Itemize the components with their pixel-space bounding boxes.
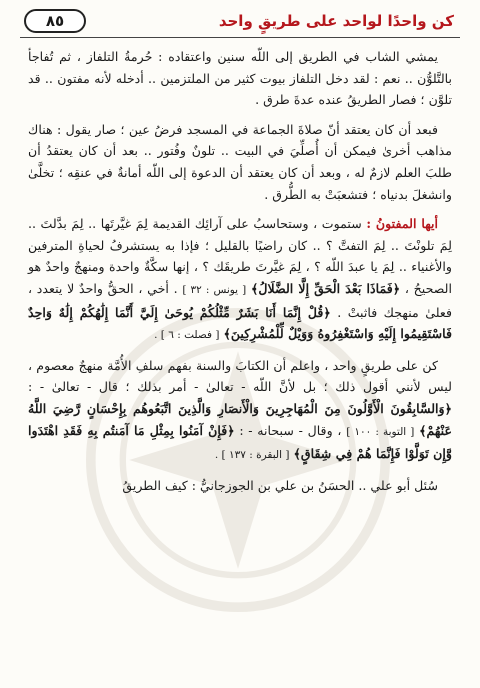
closing-text: كن على طريقٍ واحد ، واعلم أن الكتابَ والسنة بفهم سلفِ الأُمَّة منهجٌ معصوم ، ليس لأنني أقول ذلك ؛ بل لأنَّ اللّه - تعالىٰ - أمر بذلك ؛ قال - تعالىٰ - : bbox=[28, 357, 452, 395]
ref-baqarah: [ البقرة : ١٣٧ ] . bbox=[214, 449, 290, 462]
verse-baqarah: ﴿فَإِنْ آمَنُوا بِمِثْلِ مَا آمَنتُم بِهِ فَقَدِ اهْتَدَوا وَّإِن تَوَلَّوْا فَإِنَّمَا هُمْ فِي شِقَاقٍ﴾ bbox=[28, 422, 452, 462]
page-header bbox=[20, 8, 460, 36]
verse-tawbah: ﴿وَالسَّابِقُونَ الْأَوَّلُونَ مِنَ الْمُهَاجِرِينَ وَالْأَنصَارِ وَالَّذِينَ اتَّبَعُوهُم بِإِحْسَانٍ رَّضِيَ اللَّهُ عَنْهُمْ﴾ bbox=[28, 400, 452, 438]
address-label: أيها المفتونُ : bbox=[366, 216, 439, 232]
ref-tawbah: [ التوبة : ١٠٠ ] bbox=[346, 425, 415, 438]
paragraph-address bbox=[28, 213, 452, 347]
ref-yunus: [ يونس : ٣٢ ] bbox=[182, 283, 247, 296]
address-text: ستموت ، وستحاسبُ على آرائِك القديمة لِمَ غيَّرتَها .. لِمَ بدَّلتَ .. لِمَ تلونْتَ .. لِمَ التفتَّ ؟ .. كان راضيًا بالقليل ؛ فإذا به يستشرفُ لحياةِ المترفين والأغنياء .. لِمَ يا عبدَ اللّه ؟ ، لِمَ غيَّرتَ طريقَك ؟ ، إنها سكَّةٌ واحدة ومنهجٌ واحدٌ هو الصحيحُ ، bbox=[28, 216, 452, 296]
page-number: ٨٥ bbox=[24, 9, 86, 33]
paragraph-1: يمشي الشاب في الطريق إلى اللّه سنين واعتقاده : حُرمةُ التلفاز ، ثم تُفاجأ بالتَّلوُّن .. نعم : لقد دخل التلفاز بيوت كثير من الملتزمين .. أدخله لأنه مفتون .. قد تلوَّن ؛ فصار الطريقُ عنده عدةَ طرق . bbox=[28, 49, 452, 108]
page-body bbox=[28, 46, 452, 500]
paragraph-last: سُئل أبو علي .. الحسَنُ بن علي بن الجوزجانيُّ : كيف الطريقُ bbox=[122, 477, 438, 493]
running-title: كن واحدًا لواحد على طريقٍ واحد bbox=[218, 12, 454, 30]
address-text-2: . أخي ، الحقُّ واحدٌ لا يتعدد ، فعلىٰ منهجك فاثبتْ . bbox=[28, 280, 452, 320]
header-divider bbox=[20, 37, 460, 38]
paragraph-closing bbox=[28, 355, 452, 467]
verse-fussilat: ﴿قُلْ إِنَّمَا أَنَا بَشَرٌ مِّثْلُكُمْ يُوحَىٰ إِلَيَّ أَنَّمَا إِلَٰهُكُمْ إِلَٰهٌ وَاحِدٌ فَاسْتَقِيمُوا إِلَيْهِ وَاسْتَغْفِرُوهُ وَوَيْلٌ لِّلْمُشْرِكِينَ﴾ bbox=[28, 304, 452, 342]
verse-yunus: ﴿فَمَاذَا بَعْدَ الْحَقِّ إِلَّا الضَّلَالُ﴾ bbox=[250, 280, 401, 296]
paragraph-2: فبعد أن كان يعتقد أنّ صلاةَ الجماعة في المسجد فرضُ عين ؛ صار يقول : هناك مذاهب أخرىٰ فيمكن أن أُصلِّيَ في البيت .. تلونٌ وفُتور .. بعد أن كان يعتقدُ أن طلبَ العلم لازمٌ له ، وبعد أن كان يعتقد أن الدعوة إلى اللّه أمانةٌ في عنقِه ؛ تخلَّىٰ وانشغلَ بدنياه ؛ فتشعبَتْ به الطُّرق . bbox=[28, 121, 452, 202]
ref-fussilat: [ فصلت : ٦ ] . bbox=[154, 329, 220, 342]
closing-text-2: ، وقال - سبحانه - : bbox=[239, 422, 342, 438]
